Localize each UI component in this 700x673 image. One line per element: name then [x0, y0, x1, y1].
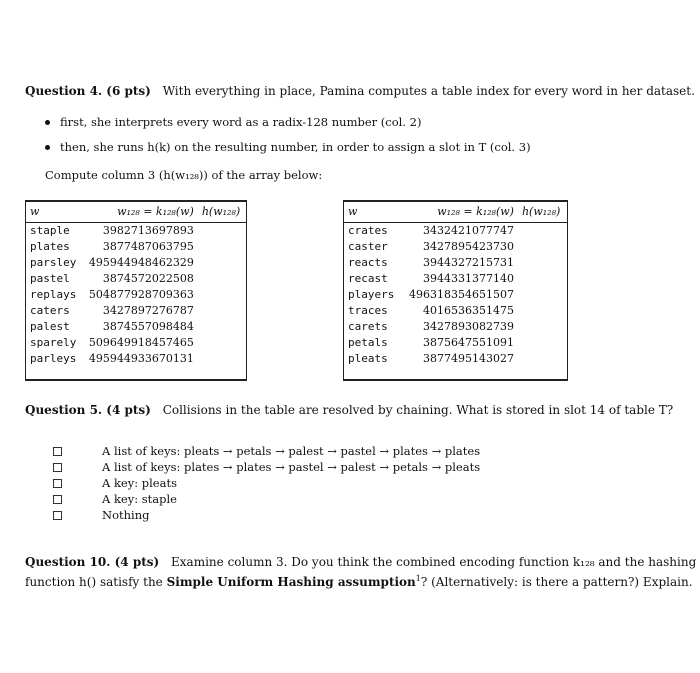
hash-value-cell[interactable]: [518, 271, 567, 287]
hash-value-cell[interactable]: [198, 255, 246, 271]
left-table-row: [26, 255, 246, 271]
option-label: Nothing: [102, 508, 150, 522]
option-label: A key: staple: [102, 492, 177, 506]
right-table-row: [344, 239, 567, 255]
word-cell: parleys: [30, 352, 77, 365]
hash-value-cell[interactable]: [198, 335, 246, 351]
left-table-row: [26, 319, 246, 335]
hash-value-cell[interactable]: [518, 319, 567, 335]
right-table-row: [344, 287, 567, 303]
left-table-row: [26, 239, 246, 255]
word-cell: pleats: [348, 352, 388, 365]
hash-value-cell[interactable]: [198, 239, 246, 255]
question-4-heading: [25, 84, 695, 99]
left-table-row: [26, 351, 246, 367]
word-cell: sparely: [30, 336, 77, 349]
radix-value-cell: 509649918457465: [88, 336, 194, 349]
word-cell: pastel: [30, 272, 70, 285]
question-10-line-2: [25, 571, 693, 590]
radix-value-cell: 495944948462329: [88, 256, 194, 269]
question-4-intro: With everything in place, Pamina computes a table index for every word in her dataset.: [162, 84, 695, 98]
radix-value-cell: 3875647551091: [422, 336, 514, 349]
option-label: A list of keys: plates → plates → pastel → palest → petals → pleats: [102, 460, 481, 474]
word-cell: caster: [348, 240, 388, 253]
left-data-table: [26, 202, 246, 367]
option-checkbox[interactable]: [53, 479, 62, 488]
word-cell: players: [348, 288, 395, 301]
hash-value-cell[interactable]: [198, 319, 246, 335]
word-cell: plates: [30, 240, 70, 253]
hash-value-cell[interactable]: [198, 223, 246, 240]
left-table-row: [26, 303, 246, 319]
left-table-row: [26, 335, 246, 351]
option-checkbox[interactable]: [53, 463, 62, 472]
radix-value-cell: 3432421077747: [422, 224, 514, 237]
radix-value-cell: 3427897276787: [102, 304, 194, 317]
right-table-row: [344, 255, 567, 271]
option-label: A list of keys: pleats → petals → palest → pastel → plates → plates: [102, 444, 481, 458]
footnote-marker: 1: [415, 574, 421, 583]
question-10-text-2-post: ? (Alternatively: is there a pattern?) Explain.: [420, 575, 693, 589]
radix-value-cell: 3944331377140: [422, 272, 514, 285]
question-4-title: Question 4. (6 pts): [25, 84, 151, 98]
radix-value-cell: 496318354651507: [408, 288, 514, 301]
radix-value-cell: 3982713697893: [102, 224, 194, 237]
bullet-item-2: [45, 140, 531, 155]
option-checkbox[interactable]: [53, 495, 62, 504]
left-table-row: [26, 287, 246, 303]
word-cell: staple: [30, 224, 70, 237]
radix-value-cell: 3427895423730: [422, 240, 514, 253]
hash-value-cell[interactable]: [198, 287, 246, 303]
left-table-header-row: [26, 202, 246, 223]
hash-value-cell[interactable]: [518, 303, 567, 319]
question-10-title: Question 10. (4 pts): [25, 555, 160, 569]
left-header-h: h(w₁₂₈): [198, 202, 246, 223]
hash-value-cell[interactable]: [198, 351, 246, 367]
left-table-frame: [25, 200, 247, 381]
right-table-row: [344, 335, 567, 351]
question-5-text: Collisions in the table are resolved by chaining. What is stored in slot 14 of table T?: [162, 403, 674, 417]
hash-value-cell[interactable]: [198, 271, 246, 287]
option-checkbox[interactable]: [53, 447, 62, 456]
hash-value-cell[interactable]: [198, 303, 246, 319]
radix-value-cell: 495944933670131: [88, 352, 194, 365]
question-10-text-2-pre: function h() satisfy the: [25, 575, 163, 589]
word-cell: traces: [348, 304, 388, 317]
bullet-item-1: [45, 115, 421, 130]
right-table-frame: [343, 200, 568, 381]
option-checkbox[interactable]: [53, 511, 62, 520]
radix-value-cell: 3874557098484: [102, 320, 194, 333]
left-table-row: [26, 271, 246, 287]
radix-value-cell: 3877487063795: [102, 240, 194, 253]
right-table-row: [344, 271, 567, 287]
right-table-header-row: [344, 202, 567, 223]
word-cell: recast: [348, 272, 388, 285]
hash-value-cell[interactable]: [518, 351, 567, 367]
option-label: A key: pleats: [102, 476, 177, 490]
hash-value-cell[interactable]: [518, 239, 567, 255]
bullet-text-2: then, she runs h(k) on the resulting number, in order to assign a slot in T (col. 3): [60, 140, 531, 154]
word-cell: caters: [30, 304, 70, 317]
left-header-w: w: [26, 202, 80, 223]
right-header-w: w: [344, 202, 398, 223]
right-table-row: [344, 223, 567, 240]
question-10-line-1: [25, 555, 696, 570]
word-cell: petals: [348, 336, 388, 349]
radix-value-cell: 4016536351475: [422, 304, 514, 317]
right-table-row: [344, 351, 567, 367]
radix-value-cell: 504877928709363: [88, 288, 194, 301]
bullet-icon: [45, 120, 50, 125]
hash-value-cell[interactable]: [518, 255, 567, 271]
bullet-icon: [45, 145, 50, 150]
word-cell: reacts: [348, 256, 388, 269]
left-table-row: [26, 223, 246, 240]
radix-value-cell: 3944327215731: [422, 256, 514, 269]
question-10-text-1: Examine column 3. Do you think the combined encoding function k₁₂₈ and the hashing: [171, 555, 697, 569]
right-header-h: h(w₁₂₈): [518, 202, 567, 223]
word-cell: parsley: [30, 256, 77, 269]
question-10-bold-term: Simple Uniform Hashing assumption: [166, 575, 416, 589]
hash-value-cell[interactable]: [518, 335, 567, 351]
left-header-w128: w₁₂₈ = k₁₂₈(w): [80, 202, 197, 223]
word-cell: replays: [30, 288, 77, 301]
radix-value-cell: 3427893082739: [422, 320, 514, 333]
question-5-heading: [25, 403, 673, 418]
right-table-row: [344, 319, 567, 335]
word-cell: crates: [348, 224, 388, 237]
radix-value-cell: 3874572022508: [102, 272, 194, 285]
hash-value-cell[interactable]: [518, 223, 567, 240]
bullet-text-1: first, she interprets every word as a radix-128 number (col. 2): [60, 115, 422, 129]
question-5-title: Question 5. (4 pts): [25, 403, 151, 417]
word-cell: carets: [348, 320, 388, 333]
hash-value-cell[interactable]: [518, 287, 567, 303]
right-table-row: [344, 303, 567, 319]
word-cell: palest: [30, 320, 70, 333]
right-header-w128: w₁₂₈ = k₁₂₈(w): [398, 202, 518, 223]
question-4-instruction: Compute column 3 (h(w₁₂₈)) of the array below:: [45, 168, 323, 182]
right-data-table: [344, 202, 567, 367]
radix-value-cell: 3877495143027: [422, 352, 514, 365]
